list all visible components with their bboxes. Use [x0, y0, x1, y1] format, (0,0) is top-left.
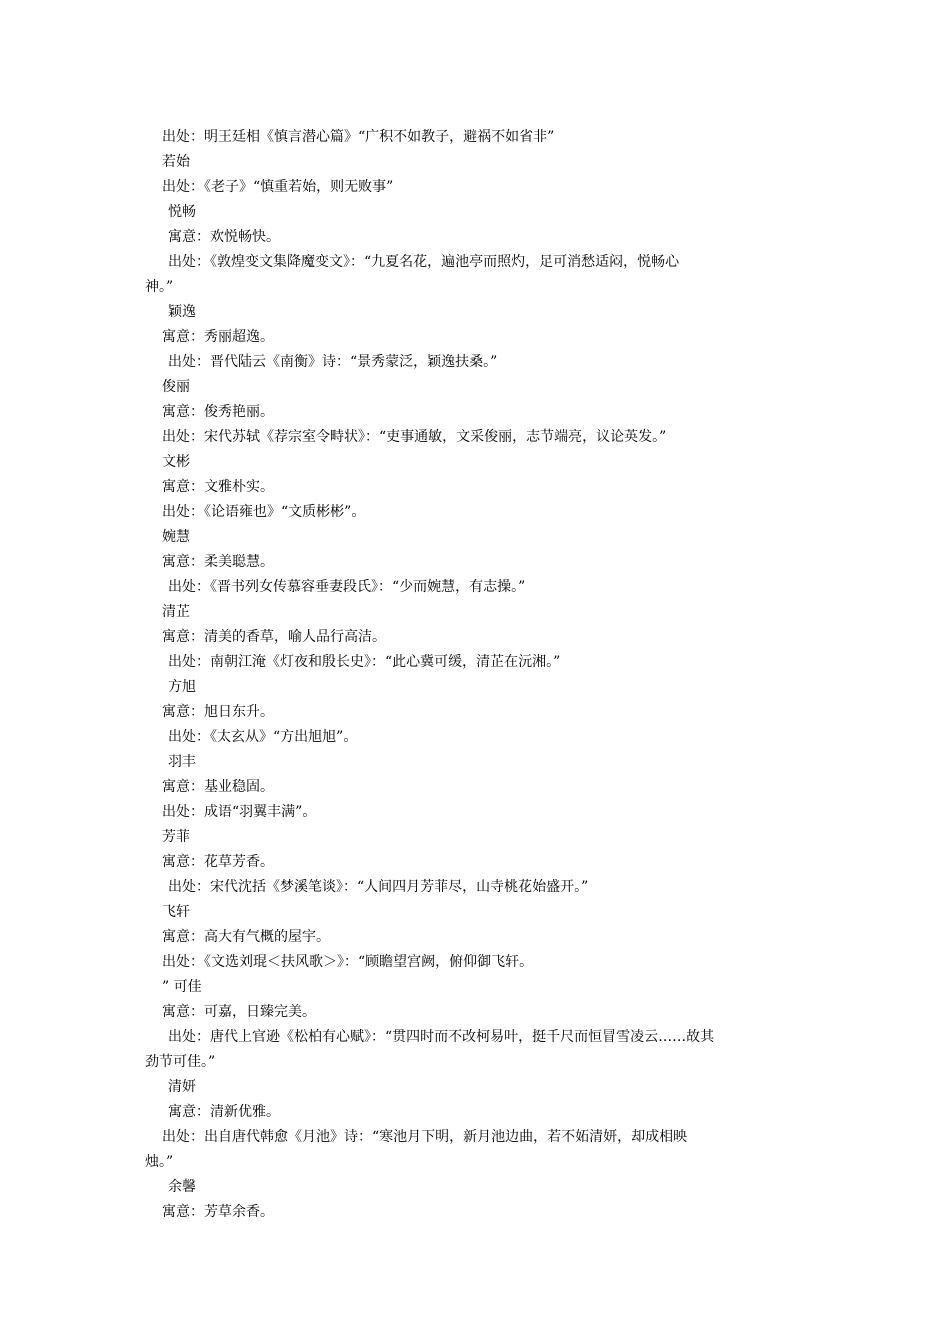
text-line: 颖逸 — [168, 304, 196, 320]
text-line: 寓意：柔美聪慧。 — [162, 554, 274, 570]
text-line: 出处：出自唐代韩愈《月池》诗：“寒池月下明，新月池边曲，若不妬清妍，却成相映 — [162, 1129, 688, 1145]
text-line: 出处：唐代上官逊《松柏有心赋》：“贯四时而不改柯易叶，挺千尺而恒冒雪凌云……故其 — [168, 1029, 715, 1045]
text-line: 出处：《敦煌变文集降魔变文》：“九夏名花，遍池亭而照灼，足可消愁适闷，悦畅心 — [168, 254, 680, 270]
text-line: 出处：《文选刘琨＜扶风歌＞》：“顾瞻望宫阙，俯仰御飞轩。 — [162, 954, 534, 970]
text-line: 若始 — [162, 154, 190, 170]
text-line: 寓意：基业稳固。 — [162, 779, 274, 795]
text-line: 文彬 — [162, 454, 190, 470]
text-line: 寓意：花草芳香。 — [162, 854, 274, 870]
text-line: 寓意：秀丽超逸。 — [162, 329, 274, 345]
text-line: 寓意：清美的香草，喻人品行高洁。 — [162, 629, 386, 645]
text-line: ” 可佳 — [162, 979, 202, 995]
text-line: 出处：《晋书列女传慕容垂妻段氏》：“少而婉慧，有志操。” — [168, 579, 526, 595]
text-line: 寓意：芳草余香。 — [162, 1204, 274, 1220]
text-line: 出处：《太玄从》“方出旭旭”。 — [168, 729, 358, 745]
text-line: 羽丰 — [168, 754, 196, 770]
text-line: 劲节可佳。” — [145, 1054, 216, 1070]
text-line: 寓意：欢悦畅快。 — [168, 229, 280, 245]
text-line: 悦畅 — [168, 204, 196, 220]
text-line: 清妍 — [168, 1079, 196, 1095]
text-line: 余馨 — [168, 1179, 196, 1195]
text-line: 寓意：旭日东升。 — [162, 704, 274, 720]
text-line: 俊丽 — [162, 379, 190, 395]
text-line: 寓意：可嘉，日臻完美。 — [162, 1004, 316, 1020]
text-line: 芳菲 — [162, 829, 190, 845]
text-line: 方旭 — [168, 679, 196, 695]
text-line: 神。” — [145, 279, 174, 295]
text-line: 出处：宋代沈括《梦溪笔谈》：“人间四月芳菲尽，山寺桃花始盛开。” — [168, 879, 589, 895]
text-line: 出处：晋代陆云《南衡》诗：“景秀蒙泛，颖逸扶桑。” — [168, 354, 498, 370]
text-line: 出处：明王廷相《慎言潜心篇》“广积不如教子，避祸不如省非” — [162, 129, 555, 145]
text-line: 寓意：清新优雅。 — [168, 1104, 280, 1120]
text-line: 出处：成语“羽翼丰满”。 — [162, 804, 317, 820]
text-line: 出处：《老子》“慎重若始，则无败事” — [162, 179, 394, 195]
text-line: 出处：《论语雍也》“文质彬彬”。 — [162, 504, 366, 520]
text-line: 寓意：俊秀艳丽。 — [162, 404, 274, 420]
text-line: 飞轩 — [162, 904, 190, 920]
text-line: 婉慧 — [162, 529, 190, 545]
text-line: 寓意：高大有气概的屋宇。 — [162, 929, 330, 945]
text-line: 烛。” — [145, 1154, 174, 1170]
text-line: 出处：宋代苏轼《荐宗室令畤状》：“吏事通敏，文采俊丽，志节端亮，议论英发。” — [162, 429, 667, 445]
text-line: 出处：南朝江淹《灯夜和殷长史》：“此心冀可缓，清芷在沅湘。” — [168, 654, 561, 670]
text-line: 寓意：文雅朴实。 — [162, 479, 274, 495]
text-line: 清芷 — [162, 604, 190, 620]
